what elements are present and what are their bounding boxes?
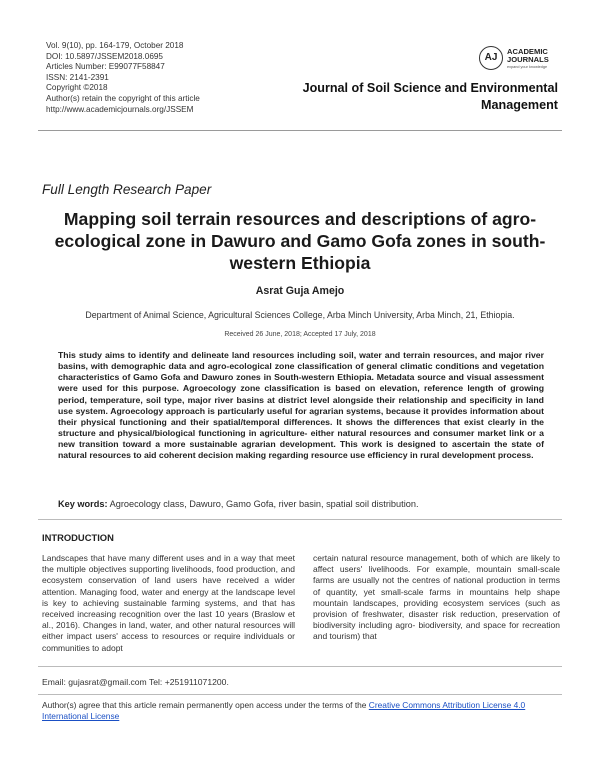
introduction-left-column: Landscapes that have many different uses and in a way that meet the multiple objectives supporting livelihoods, food production, and ecosystem conservation of land users have received a wider attention. Managing food, water and energy at the landscape level is key to achieving sustainable farming systems, and that has received increasing recognition over the last 10 years (Braslow et al., 2016). Changes in land, water, and other natural resources will either impact users' access to resources or require individuals or communities to adopt	[42, 553, 295, 653]
meta-article-number: Articles Number: E99077F58847	[46, 62, 165, 72]
author-name: Asrat Guja Amejo	[255, 285, 345, 297]
journal-title	[258, 80, 558, 114]
meta-copyright: Copyright ©2018	[46, 83, 108, 93]
logo-name-line1: ACADEMIC	[507, 47, 548, 56]
license-link[interactable]: Creative Commons Attribution License 4.0 International License	[42, 700, 526, 721]
academic-journals-logo	[479, 46, 569, 72]
corresponding-email: Email: gujasrat@gmail.com Tel: +251911071200.	[42, 677, 229, 687]
received-accepted-dates: Received 26 June, 2018; Accepted 17 July, 2018	[224, 331, 376, 338]
keywords-text: Agroecology class, Dawuro, Gamo Gofa, river basin, spatial soil distribution.	[107, 499, 419, 509]
license-text: Author(s) agree that this article remain permanently open access under the terms of the	[42, 700, 369, 710]
meta-url: http://www.academicjournals.org/JSSEM	[46, 104, 194, 114]
meta-volume: Vol. 9(10), pp. 164-179, October 2018	[46, 41, 184, 50]
introduction-right-column: certain natural resource management, both of which are likely to affect users' livelihoods. For example, mountain small-scale farms are usually not the centres of national production in terms of quantity, yet small-scale farms in mountains help shape mountain landscapes, providing ecosystem services (such as provision of freshwater, disaster risk reduction, preservation of biodiversity including agro- biodiversity, and space for recreation and tourism) that	[313, 553, 560, 642]
keywords	[58, 499, 544, 509]
paper-type: Full Length Research Paper	[42, 182, 212, 197]
abstract: This study aims to identify and delineate land resources including soil, water and terrain resources, and major river basins, with demographic data and agro-ecological zone classification of general climatic conditions and vegetation characteristics of Gamo Gofa and Dawuro zones in South-western Ethiopia. Metadata source and visual assessment were used for this purpose. Agroecology zone classification is based on elevation, reference length of growing period, temperature, soil type, major river basins at district level alongside their relationship and specificity in land use system. Agroecology approach is particularly useful for agrarian systems, because it provides information about their physical functioning and their spatial/temporal differences. It shows the differences that exist clearly in the structure and physical/biological functioning in agriculture- either natural resources and consumer market link or a new transition toward a more sustainable agrarian development. This work is designed to ascertain the state of natural resources to aid coherent decision making regarding resource use efficiency in rural development process.	[58, 350, 544, 461]
meta-doi: DOI: 10.5897/JSSEM2018.0695	[46, 51, 163, 61]
journal-title-line1: Journal of Soil Science and Environmental	[302, 81, 558, 95]
footer-divider	[38, 666, 562, 667]
introduction-heading: INTRODUCTION	[42, 532, 114, 543]
meta-rights: Author(s) retain the copyright of this article	[46, 93, 200, 103]
logo-mark-icon: AJ	[479, 46, 503, 70]
logo-name	[507, 48, 549, 65]
journal-title-line2: Management	[481, 98, 558, 112]
license-divider	[38, 694, 562, 695]
meta-issn: ISSN: 2141-2391	[46, 72, 109, 82]
author-affiliation: Department of Animal Science, Agricultural Sciences College, Arba Minch University, Arba Minch, 21, Ethiopia.	[85, 310, 515, 320]
section-divider	[38, 519, 562, 520]
logo-name-line2: JOURNALS	[507, 55, 549, 65]
header-divider	[38, 130, 562, 131]
license-notice	[42, 700, 562, 722]
keywords-label: Key words:	[58, 499, 108, 509]
article-metadata	[46, 41, 200, 115]
paper-title: Mapping soil terrain resources and descriptions of agro-ecological zone in Dawuro and Gamo Gofa zones in south-western Ethiopia	[54, 209, 546, 273]
logo-tagline: expand your knowledge	[507, 65, 548, 69]
